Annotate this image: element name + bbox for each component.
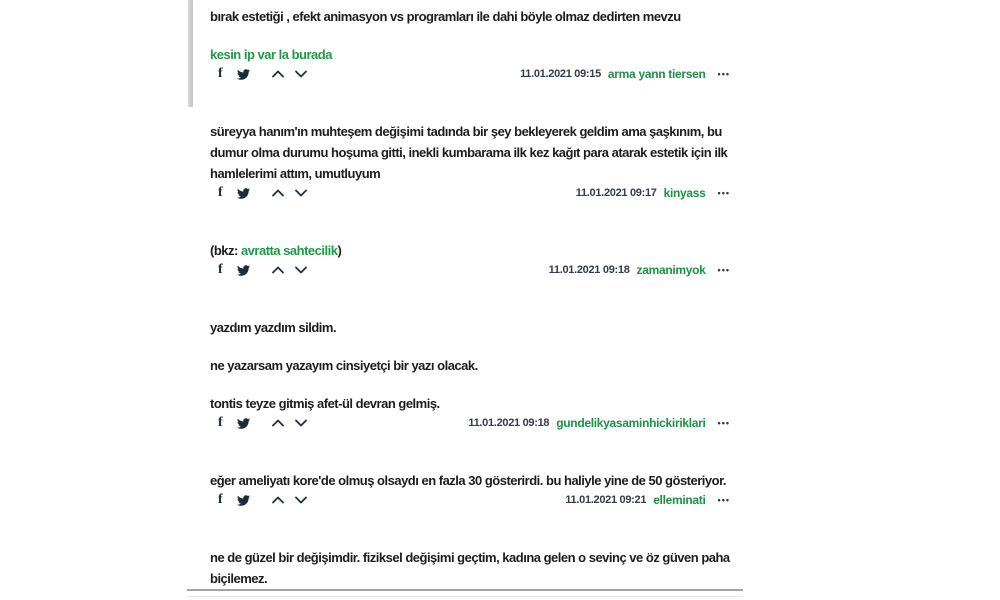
- entry-date-permalink[interactable]: 11.01.2021 09:15: [520, 68, 601, 80]
- twitter-share-icon[interactable]: [237, 418, 250, 429]
- twitter-share-icon[interactable]: [237, 265, 250, 276]
- entry-paragraph: [210, 6, 740, 27]
- section-divider: [187, 589, 743, 591]
- upvote-icon[interactable]: [272, 184, 284, 202]
- downvote-icon[interactable]: [295, 65, 307, 83]
- downvote-icon[interactable]: [295, 414, 307, 432]
- entry-link[interactable]: avratta sahtecilik: [240, 243, 338, 258]
- upvote-icon[interactable]: [272, 261, 284, 279]
- entry-paragraph: [210, 470, 740, 491]
- entry: [187, 6, 743, 81]
- entry-text: ): [337, 243, 342, 258]
- entry-content: [210, 121, 740, 184]
- entry-list: [187, 0, 743, 600]
- entry-footer: [210, 493, 740, 507]
- entry-text: bırak estetiği , efekt animasyon vs programları ile dahi böyle olmaz dedirten mevzu: [210, 9, 681, 24]
- entry-footer: [210, 67, 740, 81]
- downvote-icon[interactable]: [295, 491, 307, 509]
- entry-text: tontis teyze gitmiş afet-ül devran gelmiş.: [210, 396, 440, 411]
- entry-footer: [210, 416, 740, 430]
- entry-paragraph: [210, 44, 740, 65]
- entry-more-menu-icon[interactable]: •••: [717, 265, 730, 275]
- entry-content: [210, 547, 740, 589]
- entry-date-permalink[interactable]: 11.01.2021 09:21: [565, 494, 647, 506]
- entry-text: süreyya hanım'ın muhteşem değişimi tadında bir şey bekleyerek geldim ama şaşkınım, bu dumur olma durumu hoşuma gitti, inekli kumbarama ilk kez kağıt para atarak estetik için ilk hamlelerimi attım, umutluyum: [210, 124, 728, 181]
- entry: [187, 121, 743, 200]
- entry-author-link[interactable]: elleminati: [653, 493, 706, 507]
- entry-footer: [210, 263, 740, 277]
- entry-paragraph: [210, 393, 740, 414]
- entry-author-link[interactable]: gundelikyasaminhickiriklari: [556, 416, 706, 430]
- entry-text: (bkz:: [210, 243, 241, 258]
- entry-text: yazdım yazdım sildim.: [210, 320, 337, 335]
- entry: [187, 470, 743, 507]
- twitter-share-icon[interactable]: [237, 495, 250, 506]
- entry-paragraph: [210, 547, 740, 589]
- facebook-share-icon[interactable]: f: [218, 66, 223, 81]
- entry-paragraph: [210, 317, 740, 338]
- entry-more-menu-icon[interactable]: •••: [717, 69, 730, 79]
- entry-date-permalink[interactable]: 11.01.2021 09:18: [548, 264, 630, 276]
- entry-paragraph: [210, 121, 740, 184]
- entry-author-link[interactable]: arma yann tiersen: [607, 67, 706, 81]
- entry-author-link[interactable]: kinyass: [663, 186, 706, 200]
- entry-link[interactable]: kesin ip var la burada: [210, 47, 332, 62]
- entry-paragraph: [210, 355, 740, 376]
- facebook-share-icon[interactable]: f: [218, 415, 223, 430]
- downvote-icon[interactable]: [295, 261, 307, 279]
- upvote-icon[interactable]: [272, 65, 284, 83]
- entry-footer: [210, 186, 740, 200]
- entry-content: [210, 470, 740, 491]
- facebook-share-icon[interactable]: f: [218, 185, 223, 200]
- entry-text: eğer ameliyatı kore'de olmuş olsaydı en fazla 30 gösterirdi. bu haliyle yine de 50 gösteriyor.: [210, 473, 727, 488]
- section-divider-shadow: [187, 596, 743, 597]
- downvote-icon[interactable]: [295, 184, 307, 202]
- entry-paragraph: [210, 240, 740, 261]
- twitter-share-icon[interactable]: [237, 188, 250, 199]
- entry: [187, 547, 743, 589]
- upvote-icon[interactable]: [272, 414, 284, 432]
- entry: [187, 240, 743, 277]
- entry-text: ne yazarsam yazayım cinsiyetçi bir yazı olacak.: [210, 358, 478, 373]
- upvote-icon[interactable]: [272, 491, 284, 509]
- entry-more-menu-icon[interactable]: •••: [717, 188, 730, 198]
- entry: [187, 317, 743, 430]
- entry-content: [210, 240, 740, 261]
- facebook-share-icon[interactable]: f: [218, 262, 223, 277]
- entry-date-permalink[interactable]: 11.01.2021 09:17: [575, 187, 657, 199]
- entry-content: [210, 6, 740, 65]
- entry-date-permalink[interactable]: 11.01.2021 09:18: [468, 417, 550, 429]
- entry-text: ne de güzel bir değişimdir. fiziksel değişimi geçtim, kadına gelen o sevinç ve öz güven paha biçilemez.: [210, 550, 730, 586]
- entry-author-link[interactable]: zamanimyok: [636, 263, 706, 277]
- twitter-share-icon[interactable]: [237, 69, 250, 80]
- entry-more-menu-icon[interactable]: •••: [717, 495, 730, 505]
- facebook-share-icon[interactable]: f: [218, 492, 223, 507]
- entry-content: [210, 317, 740, 414]
- entry-more-menu-icon[interactable]: •••: [717, 418, 730, 428]
